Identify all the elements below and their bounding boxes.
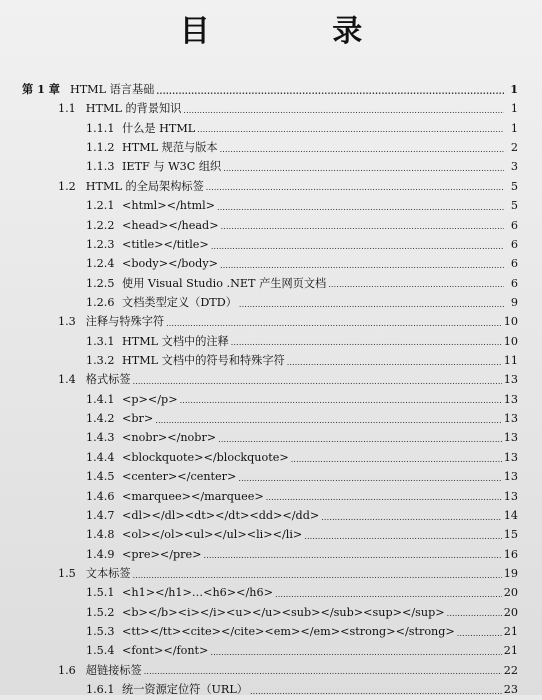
- toc-leader-dots: [239, 299, 504, 311]
- toc-list: [0, 80, 542, 700]
- toc-entry-page: 10: [503, 334, 518, 348]
- toc-entry-number: 1.6: [58, 663, 76, 677]
- toc-entry[interactable]: [0, 80, 542, 99]
- toc-entry[interactable]: [0, 448, 542, 467]
- toc-leader-dots: [220, 260, 504, 272]
- toc-entry[interactable]: [0, 332, 542, 351]
- toc-entry-label: <nobr></nobr>: [122, 431, 217, 445]
- toc-entry-label: <dl></dl><dt></dt><dd></dd>: [122, 508, 320, 522]
- toc-entry-number: 第 1 章: [22, 82, 60, 96]
- toc-entry-number: 1.2.4: [86, 257, 115, 271]
- toc-entry-label: <br>: [122, 412, 154, 426]
- toc-entry-page: 16: [503, 547, 518, 561]
- toc-entry[interactable]: [0, 235, 542, 254]
- toc-entry[interactable]: [0, 428, 542, 447]
- toc-entry[interactable]: [0, 680, 542, 699]
- toc-entry-number: 1.3: [58, 315, 76, 329]
- toc-entry-number: 1.1.3: [86, 160, 115, 174]
- toc-entry[interactable]: [0, 390, 542, 409]
- toc-entry-page: 6: [510, 237, 518, 251]
- toc-leader-dots: [304, 531, 501, 543]
- toc-entry-number: 1.4.6: [86, 489, 115, 503]
- toc-leader-dots: [197, 124, 504, 136]
- toc-entry-number: 1.2.6: [86, 295, 115, 309]
- toc-entry[interactable]: [0, 157, 542, 176]
- toc-entry-number: 1.4.4: [86, 450, 115, 464]
- toc-entry[interactable]: [0, 603, 542, 622]
- toc-entry-number: 1.5.3: [86, 625, 115, 639]
- toc-entry-label: <b></b><i></i><u></u><sub></sub><sup></sup>: [122, 605, 445, 619]
- toc-entry-page: 21: [503, 625, 518, 639]
- toc-entry-number: 1.1: [58, 102, 76, 116]
- toc-leader-dots: [250, 686, 502, 698]
- toc-leader-dots: [133, 376, 502, 388]
- toc-leader-dots: [447, 608, 502, 620]
- toc-entry-page: 1: [510, 82, 518, 96]
- toc-entry-number: 1.4: [58, 373, 76, 387]
- toc-entry-number: 1.2.3: [86, 237, 115, 251]
- toc-entry-label: HTML 的背景知识: [85, 102, 182, 116]
- toc-entry-label: 超链接标签: [85, 663, 142, 677]
- toc-entry-page: 11: [503, 354, 518, 368]
- toc-entry-label: <html></html>: [122, 199, 216, 213]
- toc-entry[interactable]: [0, 216, 542, 235]
- toc-leader-dots: [457, 628, 502, 640]
- toc-entry[interactable]: [0, 641, 542, 660]
- toc-entry[interactable]: [0, 196, 542, 215]
- toc-entry-number: 1.5.1: [86, 586, 115, 600]
- toc-entry[interactable]: [0, 487, 542, 506]
- toc-leader-dots: [287, 357, 502, 369]
- toc-entry[interactable]: [0, 525, 542, 544]
- toc-entry[interactable]: [0, 138, 542, 157]
- toc-leader-dots: [275, 589, 502, 601]
- toc-leader-dots: [210, 647, 501, 659]
- toc-entry-label: <head></head>: [122, 218, 219, 232]
- toc-entry-page: 1: [510, 102, 518, 116]
- toc-entry-page: 6: [510, 257, 518, 271]
- toc-entry[interactable]: [0, 370, 542, 389]
- toc-entry[interactable]: [0, 274, 542, 293]
- toc-entry-number: 1.3.2: [86, 354, 115, 368]
- toc-entry-label: <marquee></marquee>: [122, 489, 264, 503]
- toc-entry[interactable]: [0, 564, 542, 583]
- toc-entry-label: HTML 的全局架构标签: [85, 179, 204, 193]
- toc-entry-number: 1.4.7: [86, 508, 115, 522]
- toc-entry-label: 格式标签: [85, 373, 131, 387]
- toc-entry-label: HTML 语言基础: [69, 83, 155, 96]
- page-title: 目 录: [179, 14, 419, 49]
- toc-entry[interactable]: [0, 622, 542, 641]
- toc-leader-dots: [206, 182, 504, 194]
- toc-entry-label: <title></title>: [122, 237, 209, 251]
- toc-leader-dots: [231, 337, 502, 349]
- toc-entry[interactable]: [0, 351, 542, 370]
- toc-entry[interactable]: [0, 661, 542, 680]
- toc-entry-label: 注释与特殊字符: [85, 315, 165, 329]
- toc-leader-dots: [328, 279, 504, 291]
- toc-leader-dots: [223, 163, 504, 175]
- toc-entry-number: 1.4.3: [86, 431, 115, 445]
- toc-entry-label: IETF 与 W3C 组织: [122, 160, 222, 174]
- toc-entry[interactable]: [0, 99, 542, 118]
- toc-entry-label: 统一资源定位符（URL）: [122, 683, 248, 697]
- toc-leader-dots: [218, 434, 502, 446]
- toc-leader-dots: [321, 512, 502, 524]
- toc-entry-page: 1: [510, 121, 518, 135]
- toc-entry-label: 文本标签: [85, 566, 131, 580]
- toc-entry-page: 22: [503, 663, 518, 677]
- toc-entry-label: HTML 文档中的符号和特殊字符: [122, 354, 285, 368]
- toc-entry-number: 1.2.2: [86, 218, 115, 232]
- toc-entry-page: 13: [503, 450, 518, 464]
- toc-entry[interactable]: [0, 409, 542, 428]
- toc-entry[interactable]: [0, 293, 542, 312]
- toc-entry-number: 1.5.4: [86, 644, 115, 658]
- toc-leader-dots: [166, 318, 502, 330]
- toc-leader-dots: [180, 395, 502, 407]
- toc-entry-page: 23: [503, 683, 518, 697]
- toc-entry-page: 21: [503, 644, 518, 658]
- toc-entry[interactable]: [0, 312, 542, 331]
- toc-entry-page: 20: [503, 586, 518, 600]
- toc-leader-dots: [144, 666, 502, 678]
- toc-entry-page: 15: [503, 528, 518, 542]
- toc-entry-page: 13: [503, 412, 518, 426]
- toc-leader-dots: [266, 492, 502, 504]
- toc-entry-label: 使用 Visual Studio .NET 产生网页文档: [122, 276, 327, 290]
- toc-leader-dots: [204, 550, 502, 562]
- toc-entry-number: 1.4.1: [86, 392, 115, 406]
- toc-entry-number: 1.5.2: [86, 605, 115, 619]
- toc-entry-number: 1.5: [58, 566, 76, 580]
- toc-entry-page: 10: [503, 315, 518, 329]
- toc-entry-page: 9: [510, 295, 518, 309]
- toc-entry[interactable]: [0, 254, 542, 273]
- toc-entry-label: <center></center>: [122, 470, 237, 484]
- toc-entry-number: 1.4.5: [86, 470, 115, 484]
- toc-entry-number: 1.4.2: [86, 412, 115, 426]
- toc-entry[interactable]: [0, 583, 542, 602]
- toc-entry-label: <ol></ol><ul></ul><li></li>: [122, 528, 303, 542]
- toc-entry-label: 文档类型定义（DTD）: [122, 295, 237, 309]
- toc-entry-page: 6: [510, 276, 518, 290]
- toc-entry-page: 13: [503, 470, 518, 484]
- toc-entry-label: <p></p>: [122, 392, 178, 406]
- toc-entry-label: <font></font>: [122, 644, 209, 658]
- toc-leader-dots: [238, 473, 501, 485]
- toc-leader-dots: [211, 241, 504, 253]
- toc-entry-page: 6: [510, 218, 518, 232]
- toc-entry-label: <blockquote></blockquote>: [122, 450, 289, 464]
- toc-entry-number: 1.4.8: [86, 528, 115, 542]
- toc-entry-label: 什么是 HTML: [122, 121, 196, 135]
- toc-leader-dots: [155, 415, 501, 427]
- toc-entry[interactable]: [0, 119, 542, 138]
- toc-entry[interactable]: [0, 545, 542, 564]
- toc-entry-page: 13: [503, 373, 518, 387]
- toc-entry-number: 1.1.1: [86, 121, 115, 135]
- toc-leader-dots: [156, 86, 504, 98]
- toc-entry-label: <h1></h1>…<h6></h6>: [122, 586, 274, 600]
- toc-entry-page: 20: [503, 605, 518, 619]
- toc-entry-page: 13: [503, 431, 518, 445]
- toc-leader-dots: [221, 221, 504, 233]
- toc-entry-label: <pre></pre>: [122, 547, 202, 561]
- toc-entry-page: 5: [510, 199, 518, 213]
- toc-entry-page: 5: [510, 179, 518, 193]
- toc-entry-number: 1.3.1: [86, 334, 115, 348]
- toc-entry-number: 1.2.5: [86, 276, 115, 290]
- toc-entry-label: HTML 规范与版本: [122, 141, 218, 155]
- toc-entry-page: 14: [503, 508, 518, 522]
- toc-entry-page: 2: [510, 141, 518, 155]
- toc-leader-dots: [291, 454, 502, 466]
- toc-leader-dots: [183, 105, 504, 117]
- toc-entry-label: <tt></tt><cite></cite><em></em><strong></strong>: [122, 625, 455, 639]
- toc-entry[interactable]: [0, 506, 542, 525]
- toc-entry-number: 1.4.9: [86, 547, 115, 561]
- toc-entry-label: HTML 文档中的注释: [122, 334, 229, 348]
- toc-entry-number: 1.2: [58, 179, 76, 193]
- toc-leader-dots: [133, 570, 502, 582]
- toc-entry-label: <body></body>: [122, 257, 219, 271]
- toc-entry[interactable]: [0, 467, 542, 486]
- toc-entry-number: 1.2.1: [86, 199, 115, 213]
- toc-entry-page: 13: [503, 392, 518, 406]
- toc-entry-page: 3: [510, 160, 518, 174]
- toc-entry[interactable]: [0, 177, 542, 196]
- toc-entry-number: 1.1.2: [86, 141, 115, 155]
- toc-leader-dots: [220, 144, 504, 156]
- toc-entry-number: 1.6.1: [86, 683, 115, 697]
- toc-entry-page: 19: [503, 566, 518, 580]
- toc-entry-page: 13: [503, 489, 518, 503]
- toc-leader-dots: [217, 202, 504, 214]
